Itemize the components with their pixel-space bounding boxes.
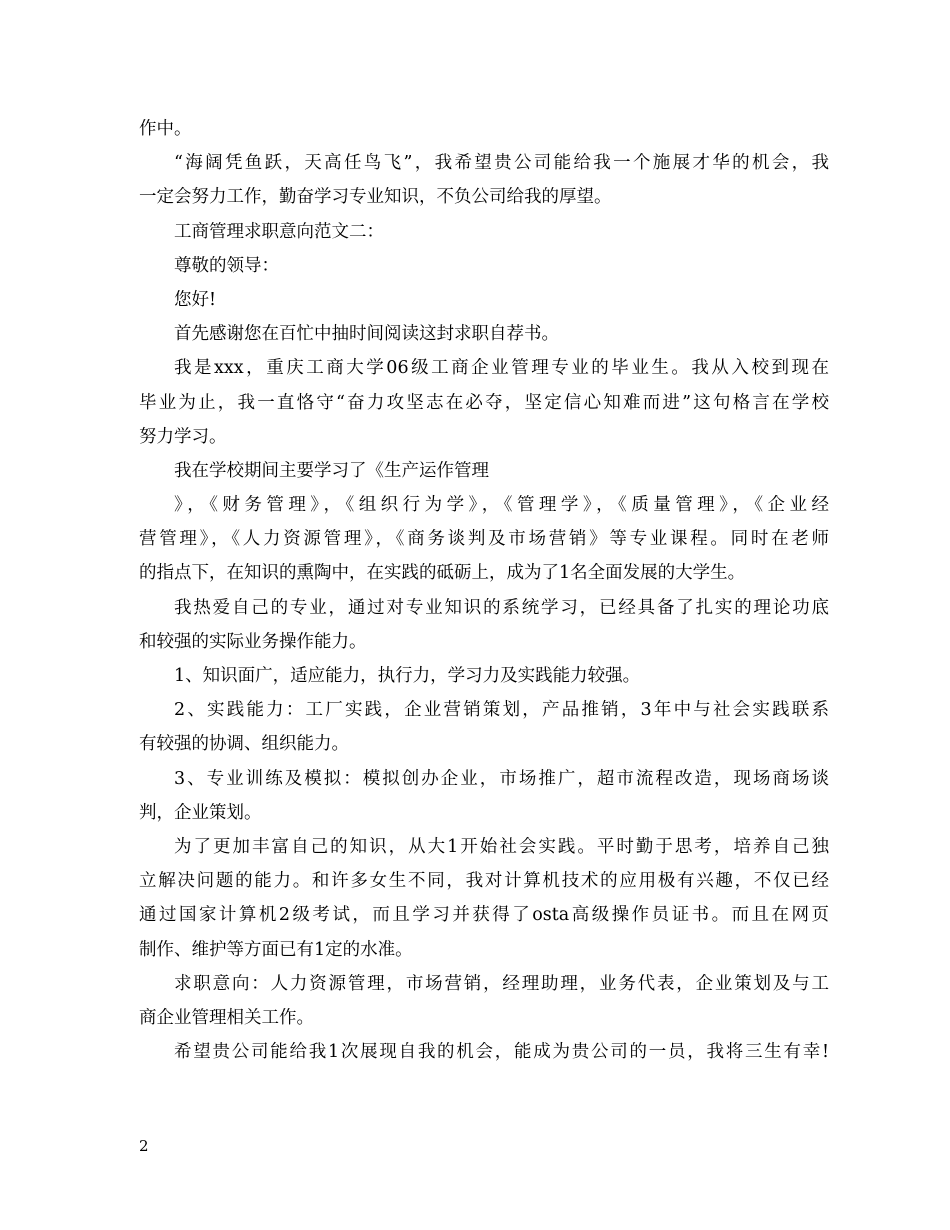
text-line: 努力学习。 — [139, 426, 227, 447]
text-line: 我是xxx，重庆工商大学06级工商企业管理专业的毕业生。我从入校到现在 — [174, 358, 829, 379]
text-line: 您好! — [174, 289, 217, 310]
text-line: 有较强的协调、组织能力。 — [139, 734, 349, 755]
text-line: 希望贵公司能给我1次展现自我的机会，能成为贵公司的一员，我将三生有幸! — [174, 1042, 829, 1063]
text-line: 和较强的实际业务操作能力。 — [139, 631, 367, 652]
text-line: 一定会努力工作，勤奋学习专业知识，不负公司给我的厚望。 — [139, 187, 612, 208]
text-line: 我热爱自己的专业，通过对专业知识的系统学习，已经具备了扎实的理论功底 — [174, 597, 829, 618]
text-line: “海阔凭鱼跃，天高任鸟飞”，我希望贵公司能给我一个施展才华的机会，我 — [174, 153, 829, 174]
document-body — [139, 112, 829, 1069]
text-line: 商企业管理相关工作。 — [139, 1007, 314, 1028]
text-line: 1、知识面广，适应能力，执行力，学习力及实践能力较强。 — [174, 666, 641, 686]
text-line: 2、实践能力：工厂实践，企业营销策划，产品推销，3年中与社会实践联系 — [174, 700, 829, 721]
text-line: 》，《财务管理》，《组织行为学》，《管理学》，《质量管理》，《企业经 — [174, 495, 829, 516]
text-line: 判，企业策划。 — [139, 802, 262, 823]
text-line: 3、专业训练及模拟：模拟创办企业，市场推广，超市流程改造，现场商场谈 — [174, 768, 829, 789]
text-line: 营管理》，《人力资源管理》，《商务谈判及市场营销》等专业课程。同时在老师 — [139, 529, 829, 550]
text-line: 求职意向：人力资源管理，市场营销，经理助理，业务代表，企业策划及与工 — [174, 973, 829, 994]
text-line: 的指点下，在知识的熏陶中，在实践的砥砺上，成为了1名全面发展的大学生。 — [139, 563, 746, 584]
text-line: 毕业为止，我一直恪守“奋力攻坚志在必夺，坚定信心知难而进”这句格言在学校 — [139, 392, 829, 413]
text-line: 尊敬的领导： — [174, 255, 279, 276]
text-line: 为了更加丰富自己的知识，从大1开始社会实践。平时勤于思考，培养自己独 — [174, 836, 829, 857]
text-line: 通过国家计算机2级考试，而且学习并获得了osta高级操作员证书。而且在网页 — [139, 905, 829, 926]
text-line: 首先感谢您在百忙中抽时间阅读这封求职自荐书。 — [174, 324, 559, 345]
text-line: 立解决问题的能力。和许多女生不同，我对计算机技术的应用极有兴趣，不仅已经 — [139, 871, 829, 892]
text-line: 制作、维护等方面已有1定的水准。 — [139, 939, 413, 960]
page-number: 2 — [139, 1137, 149, 1155]
text-line: 作中。 — [139, 119, 192, 139]
text-line: 工商管理求职意向范文二： — [174, 221, 384, 242]
text-line: 我在学校期间主要学习了《生产运作管理 — [174, 460, 489, 481]
